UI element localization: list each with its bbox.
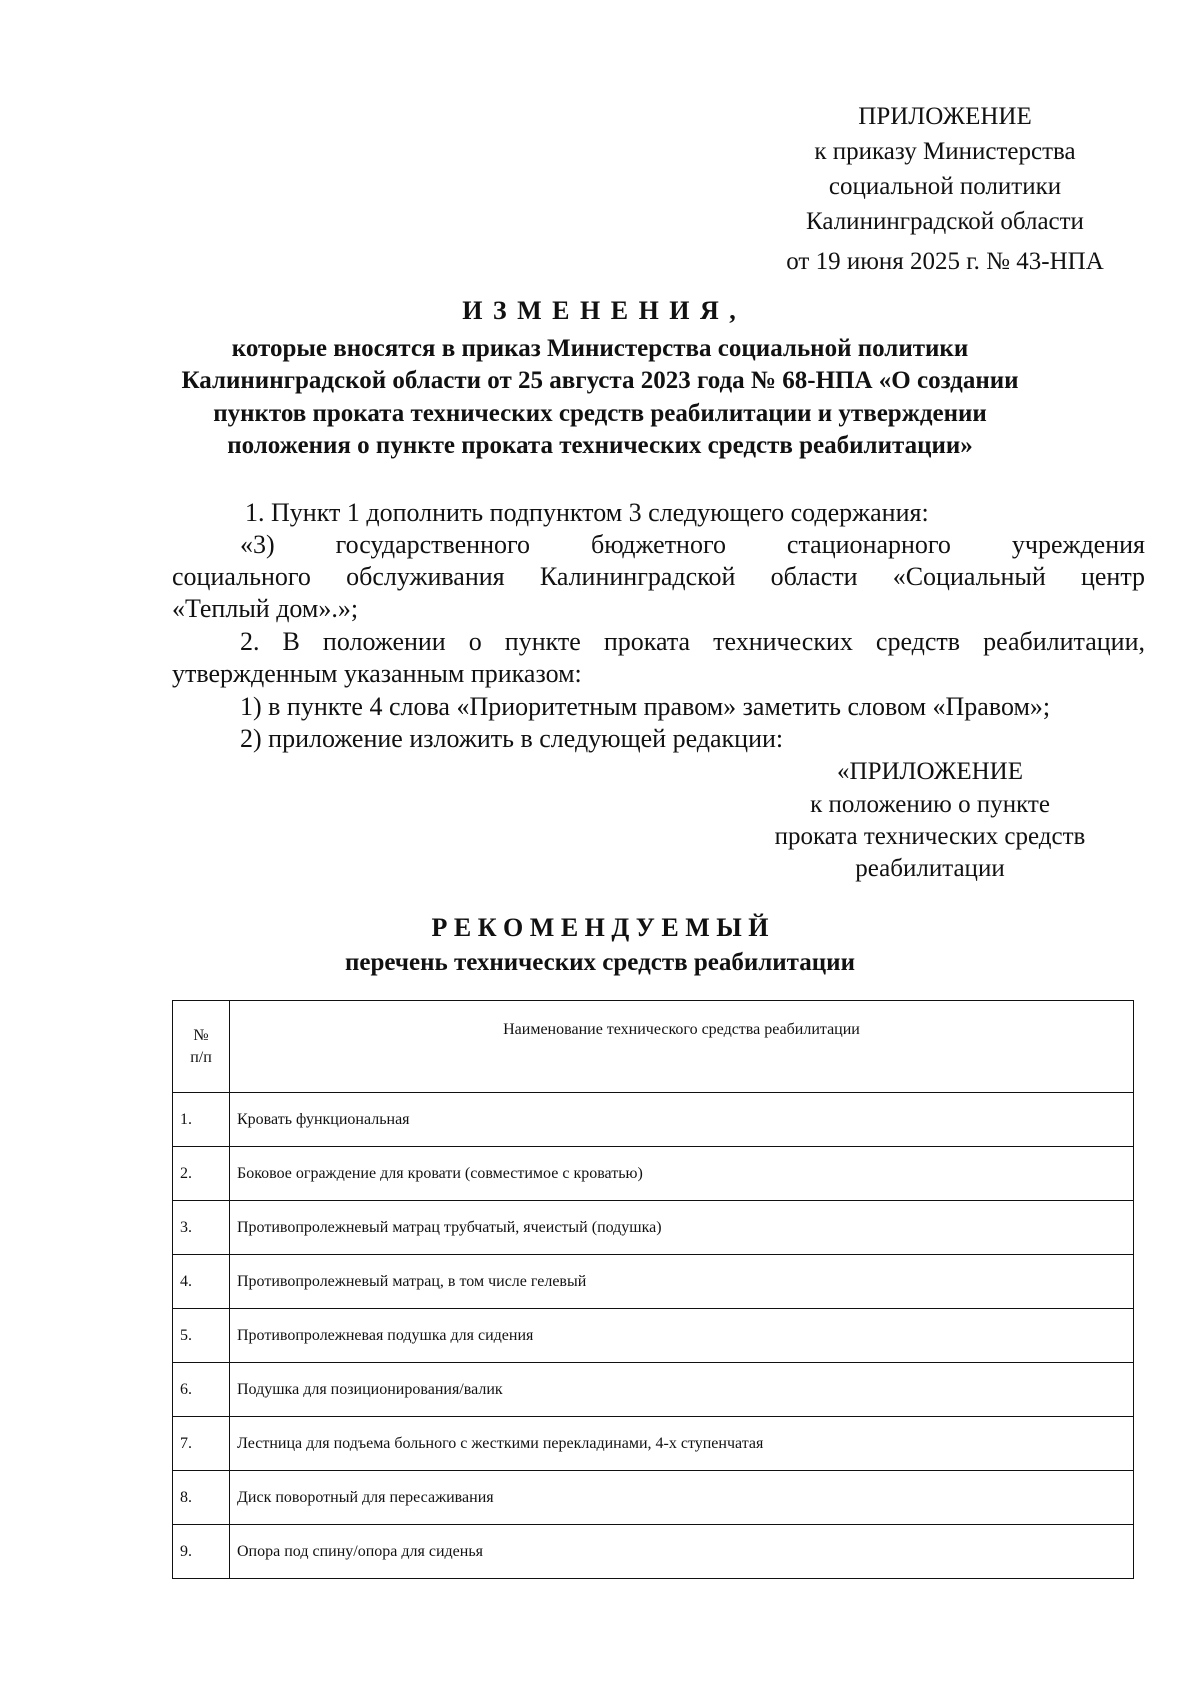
list-title: Р Е К О М Е Н Д У Е М Ы Й <box>431 913 769 942</box>
paragraph-1-quote: «Теплый дом».»; <box>172 594 359 623</box>
table-row <box>173 1255 1134 1309</box>
row-equipment-name: Противопролежневая подушка для сидения <box>230 1309 1134 1363</box>
annex-line: Калининградской области <box>806 208 1084 235</box>
row-equipment-name: Противопролежневый матрац трубчатый, ячеистый (подушка) <box>230 1201 1134 1255</box>
annex-title: ПРИЛОЖЕНИЕ <box>858 103 1032 130</box>
heading-line: положения о пункте проката технических средств реабилитации» <box>227 432 973 459</box>
annex-line: социальной политики <box>828 173 1062 200</box>
paragraph-1-quote: «3) государственного бюджетного стационарного учреждения <box>240 530 1145 559</box>
row-equipment-name: Боковое ограждение для кровати (совместимое с кроватью) <box>230 1147 1134 1201</box>
annex2-line: проката технических средств <box>774 823 1086 850</box>
table-row <box>173 1309 1134 1363</box>
row-number: 1. <box>173 1093 230 1147</box>
row-number: 6. <box>173 1363 230 1417</box>
row-number: 3. <box>173 1201 230 1255</box>
rehab-equipment-table <box>172 1000 1134 1579</box>
row-equipment-name: Противопролежневый матрац, в том числе гелевый <box>230 1255 1134 1309</box>
paragraph-2-item-2: 2) приложение изложить в следующей редакции: <box>240 724 784 753</box>
row-number: 5. <box>173 1309 230 1363</box>
row-number: 9. <box>173 1525 230 1579</box>
table-row <box>173 1525 1134 1579</box>
row-equipment-name: Подушка для позиционирования/валик <box>230 1363 1134 1417</box>
heading-line: пунктов проката технических средств реабилитации и утверждении <box>213 400 987 427</box>
table-row <box>173 1417 1134 1471</box>
row-equipment-name: Лестница для подъема больного с жесткими перекладинами, 4-х ступенчатая <box>230 1417 1134 1471</box>
row-equipment-name: Кровать функциональная <box>230 1093 1134 1147</box>
annex-line: к приказу Министерства <box>814 138 1076 165</box>
table-row <box>173 1093 1134 1147</box>
column-number-label: № <box>193 1026 209 1044</box>
row-number: 7. <box>173 1417 230 1471</box>
paragraph-2: утвержденным указанным приказом: <box>172 659 582 688</box>
annex-date-number: от 19 июня 2025 г. № 43-НПА <box>786 248 1104 275</box>
annex2-line: реабилитации <box>855 855 1005 882</box>
column-name-header: Наименование технического средства реабилитации <box>230 1001 1134 1093</box>
paragraph-1: 1. Пункт 1 дополнить подпунктом 3 следующего содержания: <box>245 498 929 527</box>
document-title: И З М Е Н Е Н И Я , <box>462 296 738 325</box>
paragraph-2: 2. В положении о пункте проката технических средств реабилитации, <box>240 627 1145 656</box>
row-equipment-name: Диск поворотный для пересаживания <box>230 1471 1134 1525</box>
list-subtitle: перечень технических средств реабилитации <box>345 949 855 976</box>
table-row <box>173 1471 1134 1525</box>
annex2-title: «ПРИЛОЖЕНИЕ <box>837 758 1023 785</box>
heading-line: которые вносятся в приказ Министерства социальной политики <box>231 335 969 362</box>
paragraph-2-item-1: 1) в пункте 4 слова «Приоритетным правом» заметить словом «Правом»; <box>240 692 1051 721</box>
table-header-row <box>173 1001 1134 1093</box>
column-number-label: п/п <box>190 1048 212 1066</box>
row-number: 2. <box>173 1147 230 1201</box>
row-number: 4. <box>173 1255 230 1309</box>
table-row <box>173 1363 1134 1417</box>
table-row <box>173 1147 1134 1201</box>
table-row <box>173 1201 1134 1255</box>
paragraph-1-quote: социального обслуживания Калининградской области «Социальный центр <box>172 562 1145 591</box>
heading-line: Калининградской области от 25 августа 2023 года № 68-НПА «О создании <box>181 367 1019 394</box>
row-equipment-name: Опора под спину/опора для сиденья <box>230 1525 1134 1579</box>
annex2-line: к положению о пункте <box>810 791 1050 818</box>
row-number: 8. <box>173 1471 230 1525</box>
column-number-header <box>173 1001 230 1093</box>
